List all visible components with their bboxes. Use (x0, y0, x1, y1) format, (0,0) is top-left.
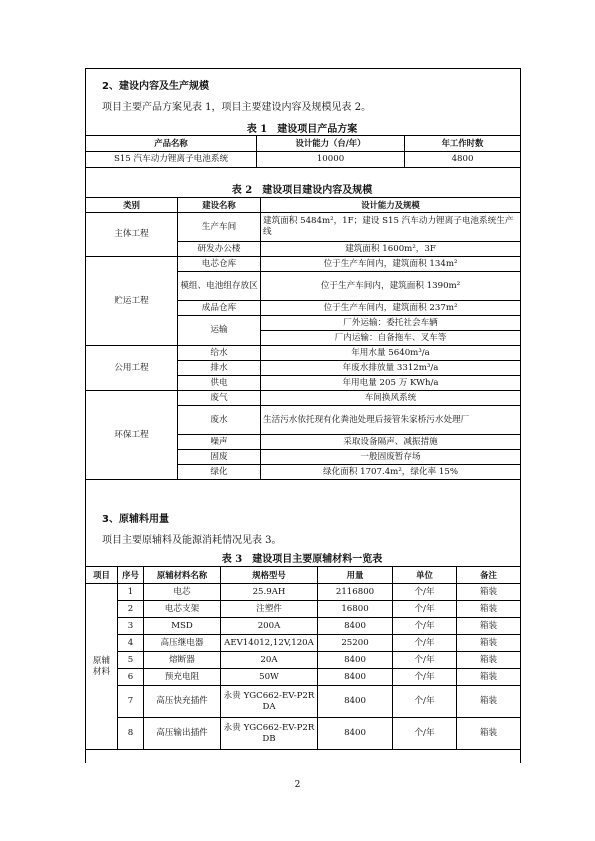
table-cell: 模组、电池组存放区 (178, 272, 261, 301)
table-row (86, 346, 521, 361)
group-cell: 主体工程 (86, 213, 178, 257)
table-cell: 位于生产车间内，建筑面积 134m² (261, 257, 521, 272)
table-cell: 位于生产车间内，建筑面积 1390m² (261, 272, 521, 301)
group-cell: 原辅材料 (86, 584, 118, 750)
table-cell: 年用电量 205 万 KWh/a (261, 376, 521, 391)
table-cell: 年用水量 5640m³/a (261, 346, 521, 361)
table-cell: 2116800 (318, 584, 393, 601)
table-cell: 电芯 (144, 584, 221, 601)
table-cell: 排水 (178, 361, 261, 376)
table-row (86, 669, 521, 686)
table-cell: 废水 (178, 406, 261, 435)
table-cell: 研发办公楼 (178, 242, 261, 257)
table-cell: 成品仓库 (178, 301, 261, 316)
table-cell: 4800 (405, 152, 521, 168)
group-cell: 环保工程 (86, 391, 178, 480)
table-cell: 8 (118, 718, 144, 750)
table-header-row (86, 567, 521, 584)
table-row (86, 718, 521, 750)
table3-caption: 表 3 建设项目主要原辅材料一览表 (221, 554, 383, 565)
table-row (86, 391, 521, 406)
page-number: 2 (294, 780, 301, 790)
table-cell: 永贵 YGC662-EV-P2RDB (221, 718, 318, 750)
section-3-heading: 3、原辅料用量 (102, 514, 169, 525)
table-cell: 高压快充插件 (144, 686, 221, 718)
table-cell: 固废 (178, 450, 261, 465)
table-cell: 车间换风系统 (261, 391, 521, 406)
table-cell: 16800 (318, 601, 393, 618)
table-cell: 个/年 (393, 635, 457, 652)
group-cell: 公用工程 (86, 346, 178, 391)
table-cell: 年废水排放量 3312m³/a (261, 361, 521, 376)
table-cell: 箱装 (457, 584, 521, 601)
table-row (86, 635, 521, 652)
table-cell: 高压继电器 (144, 635, 221, 652)
table-cell: 10000 (257, 152, 405, 168)
table-row (86, 257, 521, 272)
header-cell: 备注 (457, 567, 521, 584)
table-cell: 个/年 (393, 686, 457, 718)
table2-caption: 表 2 建设项目建设内容及规模 (231, 185, 373, 196)
table-cell: 给水 (178, 346, 261, 361)
table-cell: 预充电阻 (144, 669, 221, 686)
table-cell: 箱装 (457, 635, 521, 652)
section-2-heading: 2、建设内容及生产规模 (102, 81, 209, 92)
table-cell: 7 (118, 686, 144, 718)
table-cell: 运输 (178, 316, 261, 346)
table-row (86, 686, 521, 718)
table-row (86, 652, 521, 669)
table-cell: 箱装 (457, 669, 521, 686)
header-cell: 产品名称 (86, 136, 257, 152)
table-cell: 熔断器 (144, 652, 221, 669)
table-cell: 电芯仓库 (178, 257, 261, 272)
table-cell: MSD (144, 618, 221, 635)
table-cell: AEV14012,12V,120A (221, 635, 318, 652)
header-cell: 项目 (86, 567, 118, 584)
header-cell: 设计能力（台/年） (257, 136, 405, 152)
table1-caption: 表 1 建设项目产品方案 (246, 124, 358, 135)
table-row (86, 584, 521, 601)
table-cell: 3 (118, 618, 144, 635)
table-cell: 永贵 YGC662-EV-P2RDA (221, 686, 318, 718)
table-cell: 个/年 (393, 718, 457, 750)
table-cell: 200A (221, 618, 318, 635)
table-cell: 个/年 (393, 669, 457, 686)
table-header-row (86, 136, 521, 152)
table-cell: 1 (118, 584, 144, 601)
table-cell: 一般固废暂存场 (261, 450, 521, 465)
header-cell: 类别 (86, 198, 178, 213)
table-cell: 8400 (318, 652, 393, 669)
section-3-intro: 项目主要原辅料及能源消耗情况见表 3。 (102, 535, 282, 546)
header-cell: 单位 (393, 567, 457, 584)
table-cell: 箱装 (457, 618, 521, 635)
construction-table (85, 197, 521, 480)
table-cell: S15 汽车动力锂离子电池系统 (86, 152, 257, 168)
table-cell: 废气 (178, 391, 261, 406)
table-cell: 位于生产车间内，建筑面积 237m² (261, 301, 521, 316)
header-cell: 规格型号 (221, 567, 318, 584)
table-cell: 4 (118, 635, 144, 652)
table-row (86, 601, 521, 618)
table-cell: 建筑面积 1600m²，3F (261, 242, 521, 257)
table-row (86, 152, 521, 168)
header-cell: 设计能力及规模 (261, 198, 521, 213)
table-cell: 厂内运输：自备拖车、叉车等 (261, 331, 521, 346)
table-cell: 箱装 (457, 601, 521, 618)
table-cell: 厂外运输：委托社会车辆 (261, 316, 521, 331)
section-2-intro: 项目主要产品方案见表 1，项目主要建设内容及规模见表 2。 (102, 102, 372, 113)
table-cell: 建筑面积 5484m²，1F；建设 S15 汽车动力锂离子电池系统生产线 (261, 213, 521, 242)
table-cell: 25200 (318, 635, 393, 652)
table-cell: 绿化 (178, 465, 261, 480)
table-cell: 箱装 (457, 686, 521, 718)
table-cell: 2 (118, 601, 144, 618)
header-cell: 用量 (318, 567, 393, 584)
table-cell: 20A (221, 652, 318, 669)
table-cell: 采取设备隔声、减振措施 (261, 435, 521, 450)
table-cell: 高压输出插件 (144, 718, 221, 750)
table-cell: 8400 (318, 618, 393, 635)
table-cell: 8400 (318, 718, 393, 750)
product-table (85, 135, 521, 168)
table-cell: 电芯支架 (144, 601, 221, 618)
table-cell: 生活污水依托现有化粪池处理后接管朱家桥污水处理厂 (261, 406, 521, 435)
table-row (86, 213, 521, 242)
table-row (86, 618, 521, 635)
header-cell: 年工作时数 (405, 136, 521, 152)
table-cell: 绿化面积 1707.4m²，绿化率 15% (261, 465, 521, 480)
table-cell: 供电 (178, 376, 261, 391)
header-cell: 序号 (118, 567, 144, 584)
materials-table (85, 566, 521, 750)
table-cell: 5 (118, 652, 144, 669)
header-cell: 建设名称 (178, 198, 261, 213)
table-cell: 6 (118, 669, 144, 686)
table-header-row (86, 198, 521, 213)
table-cell: 个/年 (393, 618, 457, 635)
table-cell: 生产车间 (178, 213, 261, 242)
table-cell: 8400 (318, 669, 393, 686)
header-cell: 原辅材料名称 (144, 567, 221, 584)
table-cell: 25.9AH (221, 584, 318, 601)
table-cell: 注塑件 (221, 601, 318, 618)
table-cell: 噪声 (178, 435, 261, 450)
table-cell: 个/年 (393, 584, 457, 601)
table-cell: 个/年 (393, 601, 457, 618)
table-cell: 个/年 (393, 652, 457, 669)
group-cell: 贮运工程 (86, 257, 178, 346)
table-cell: 8400 (318, 686, 393, 718)
table-cell: 箱装 (457, 652, 521, 669)
table-cell: 箱装 (457, 718, 521, 750)
table-cell: 50W (221, 669, 318, 686)
